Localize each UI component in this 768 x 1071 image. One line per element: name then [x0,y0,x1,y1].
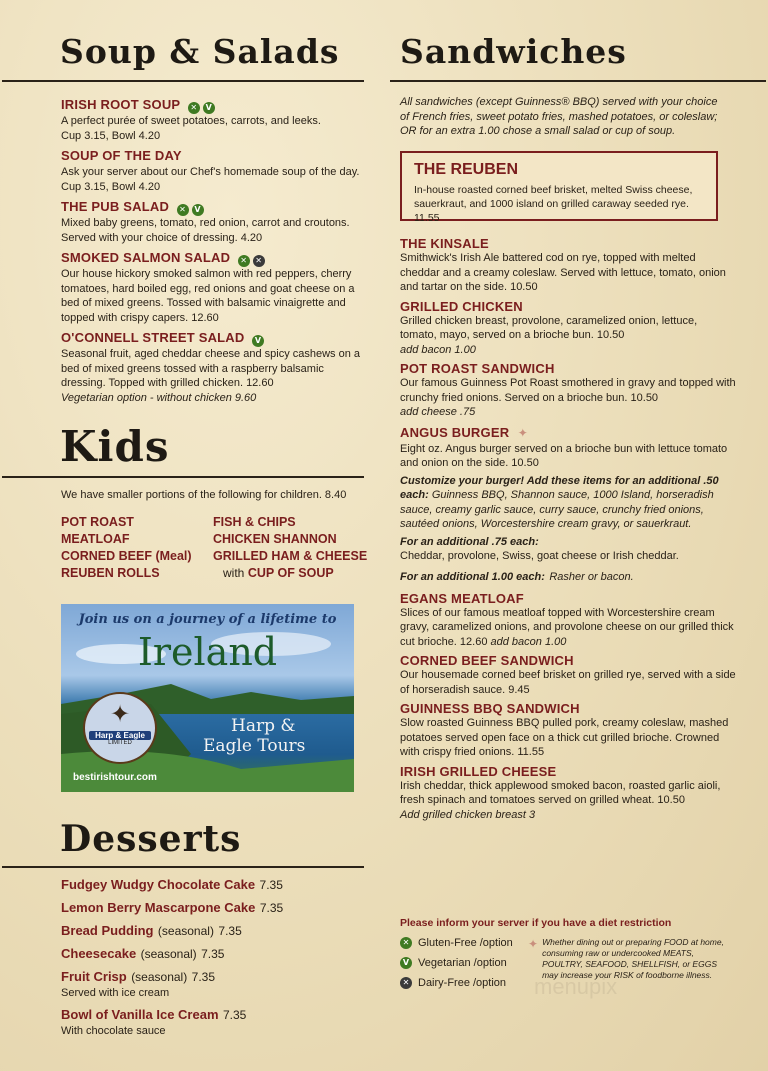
item-desc: Our house hickory smoked salmon with red peppers, cherry tomatoes, hard boiled egg, red onions and goat cheese on a bed of mixed greens. Tossed with balsamic vinaigrette and topped with crispy capers. 12.60 [61,268,355,324]
kids-item: GRILLED HAM & CHEESE [213,549,368,563]
item-note: Add grilled chicken breast 3 [400,808,536,821]
customize-list: Guinness BBQ, Shannon sauce, 1000 Island, horseradish sauce, creamy garlic sauce, curry sauce, crunchy fried onions, sautéed onions, Worcestershire cream gravy, or sauerkraut. [400,489,714,530]
item-price: Cup 3.15, Bowl 4.20 [61,129,161,142]
sandwiches-rule [390,80,766,82]
reuben-feature-box [400,151,718,224]
legend-heading: Please inform your server if you have a diet restriction [400,917,672,929]
item-desc: Irish cheddar, thick applewood smoked bacon, roasted garlic aioli, fresh spinach and tomatoes served on grilled wheat. 10.50 [400,779,721,806]
gluten-free-icon: ✕ [400,937,412,949]
customize-heading: Customize your burger! Add these items for an additional .50 each: [400,474,719,501]
dairy-free-icon: ✕ [400,977,412,989]
logo-sub: LIMITED [108,740,132,746]
ad-tagline: Join us on a journey of a lifetime to [78,612,337,627]
item-name: SOUP OF THE DAY [61,148,182,163]
vegetarian-icon: V [192,204,204,216]
item-name: ANGUS BURGER [400,424,510,440]
item-desc: Mixed baby greens, tomato, red onion, carrot and croutons. [61,217,350,229]
desserts-list [61,876,361,1043]
ad-company-1: Harp & [231,716,296,736]
gluten-free-icon: ✕ [188,102,200,114]
item-desc: Slow roasted Guinness BBQ pulled pork, creamy coleslaw, mashed potatoes served open face on a thick cut grilled brioche. Crowned with crispy fried onions. 11.55 [400,717,729,758]
kids-item: MEATLOAF [61,532,130,546]
item-name: IRISH ROOT SOUP [61,97,181,112]
dessert-item [61,922,361,940]
item-name: GRILLED CHICKEN [400,298,523,314]
warning-text: Whether dining out or preparing FOOD at home, consuming raw or undercooked MEATS, POULTRY, SEAFOOD, SHELLFISH, or EGGS may increase your RISK of foodborne illness. [542,937,724,980]
desserts-title: Desserts [60,818,242,860]
sandwiches-title: Sandwiches [400,32,627,71]
kids-item: FISH & CHIPS [213,515,296,529]
legend-gluten-free [400,937,528,949]
dessert-price: 7.35 [218,924,242,938]
item-name: POT ROAST SANDWICH [400,361,555,376]
angus-add75-list: Cheddar, provolone, Swiss, goat cheese or Irish cheddar. [400,550,679,562]
dessert-name: Fudgey Wudgy Chocolate Cake [61,877,256,892]
dessert-name: Bread Pudding [61,923,154,938]
menu-item [61,329,361,405]
legend-dairy-free [400,977,528,989]
vegetarian-icon: V [203,102,215,114]
legend-vegetarian [400,957,528,969]
dessert-item [61,968,361,1001]
kids-item: REUBEN ROLLS [61,566,160,580]
legend-gf-label: Gluten-Free /option [418,937,513,949]
item-desc: Our housemade corned beef brisket on grilled rye, served with a side of horseradish sauce. 9.45 [400,669,736,696]
gluten-free-icon: ✕ [238,255,250,267]
menu-item [61,249,361,325]
dessert-note: (seasonal) [157,924,214,938]
sandwich-list [400,236,736,826]
dessert-price: 7.35 [222,1007,247,1022]
menu-item [61,147,361,194]
gluten-free-icon: ✕ [177,204,189,216]
item-name: THE KINSALE [400,236,489,251]
ad-company-2: Eagle Tours [203,736,306,756]
dessert-name: Fruit Crisp [61,969,127,984]
angus-customize [400,474,736,532]
menu-item [400,236,736,295]
item-desc-text: Slices of our famous meatloaf topped with Worcestershire cream gravy, caramelized onions, and provolone cheese on our grilled thick cut brioche. 12.60 [400,606,734,648]
vegetarian-icon: V [400,957,412,969]
legend-v-label: Vegetarian /option [418,957,507,969]
dessert-item [61,876,361,894]
legend-df-label: Dairy-Free /option [418,977,507,989]
item-note: Vegetarian option - without chicken 9.60 [61,391,257,404]
dessert-item [61,1006,361,1039]
dessert-item [61,899,361,917]
item-desc: Smithwick's Irish Ale battered cod on rye, topped with melted cheddar and a creamy coleslaw. Served with lettuce, tomato, onion and tartar on the side. 10.50 [400,252,726,293]
kids-right-list [213,514,367,582]
item-desc: Eight oz. Angus burger served on a brioche bun with lettuce tomato and onion on the side. 10.50 [400,442,728,469]
kids-rule [2,476,364,478]
item-name: GUINNESS BBQ SANDWICH [400,701,580,716]
menu-item [61,96,361,143]
item-desc: Ask your server about our Chef's homemade soup of the day. [61,166,360,178]
item-name: EGANS MEATLOAF [400,590,524,606]
dessert-desc: Served with ice cream [61,987,170,999]
angus-add75-heading: For an additional .75 each: [400,535,539,548]
item-name: CORNED BEEF SANDWICH [400,653,574,668]
right-column [384,0,768,1071]
item-name: THE PUB SALAD [61,199,170,214]
dessert-price: 7.35 [201,947,225,961]
dessert-name: Bowl of Vanilla Ice Cream [61,1006,219,1022]
dessert-price: 7.35 [191,970,216,984]
item-note: add cheese .75 [400,406,476,418]
ad-url[interactable]: bestirishtour.com [73,772,157,783]
ad-headline: Ireland [137,630,278,674]
menu-item [400,764,736,823]
raw-food-warning-icon: ✦ [517,425,528,440]
reuben-desc: In-house roasted corned beef brisket, melted Swiss cheese, sauerkraut, and 1000 island on grilled caraway seeded rye. 11.55 [414,184,693,224]
watermark: menupix [534,974,618,999]
dessert-item [61,945,361,963]
dessert-name: Cheesecake [61,946,137,961]
item-desc [400,606,736,650]
sandwiches-intro: All sandwiches (except Guinness® BBQ) served with your choice of French fries, sweet potato fries, mashed potatoes, or coleslaw; OR for an extra 1.00 chose a small salad or cup of soup. [400,96,718,137]
menu-item [400,701,736,760]
kids-title: Kids [60,422,170,471]
soups-title: Soup & Salads [60,32,340,71]
menu-item [400,653,736,697]
item-price: Cup 3.15, Bowl 4.20 [61,180,161,193]
item-name: SMOKED SALMON SALAD [61,250,231,265]
reuben-name: THE REUBEN [414,161,519,178]
harp-eagle-logo [83,692,157,764]
ireland-tours-ad[interactable] [61,604,354,792]
item-desc: Seasonal fruit, aged cheddar cheese and spicy cashews on a bed of mixed greens tossed with a raspberry balsamic dressing. Topped with grilled chicken. 12.60 [61,348,361,389]
menu-item [400,361,736,420]
kids-item: CHICKEN SHANNON [213,532,337,546]
menu-item [400,299,736,358]
item-desc: Our famous Guinness Pot Roast smothered in gravy and topped with crunchy fried onions. Served on a brioche bun. 10.50 [400,377,736,404]
logo-text: Harp & Eagle [89,731,151,740]
kids-with-soup [213,565,367,582]
kids-item: CORNED BEEF (Meal) [61,549,192,563]
kids-intro: We have smaller portions of the following for children. 8.40 [61,489,347,501]
item-desc: A perfect purée of sweet potatoes, carrots, and leeks. [61,115,321,127]
item-name: IRISH GRILLED CHEESE [400,763,557,779]
dessert-price: 7.35 [259,878,283,892]
vegetarian-icon: V [252,335,264,347]
dessert-name: Lemon Berry Mascarpone Cake [61,900,256,915]
dessert-desc: With chocolate sauce [61,1024,166,1037]
menu-item [61,198,361,245]
item-desc: Grilled chicken breast, provolone, caramelized onion, lettuce, tomato, mayo, served on a brioche bun. 10.50 [400,314,698,341]
item-note: add bacon 1.00 [490,635,567,648]
item-note: add bacon 1.00 [400,343,476,356]
item-price: Served with your choice of dressing. 4.20 [61,231,263,244]
dairy-free-icon: ✕ [253,255,265,267]
soups-rule [2,80,364,82]
angus-add100 [400,567,736,585]
dessert-note: (seasonal) [131,970,188,984]
menu-item [400,591,736,650]
desserts-rule [2,866,364,868]
eagle-icon: ✦ [109,701,131,728]
kids-item: POT ROAST [61,515,134,529]
kids-with-item: CUP OF SOUP [247,566,334,580]
item-name: O'CONNELL STREET SALAD [61,330,245,345]
menu-item-angus [400,424,736,585]
dessert-price: 7.35 [259,901,284,915]
kids-left-list [61,514,213,582]
raw-food-warning-icon: ✦ [528,937,539,951]
soups-list [61,96,361,409]
angus-add100-heading: For an additional 1.00 each: [400,570,545,583]
dessert-note: (seasonal) [140,947,197,961]
kids-items [61,514,371,582]
kids-with-prefix: with [223,566,245,580]
angus-add100-list: Rasher or bacon. [549,570,634,583]
legend-icons [400,937,528,997]
